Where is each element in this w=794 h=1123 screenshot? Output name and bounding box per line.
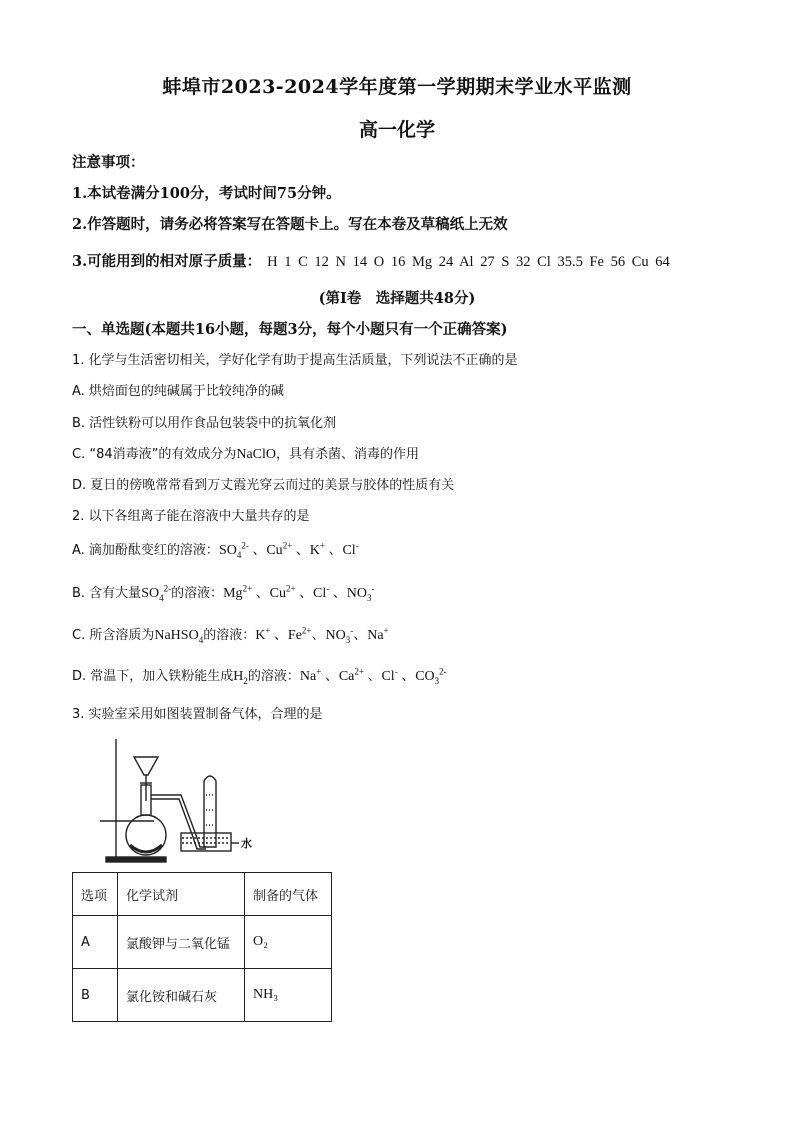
q2-stem: 2. 以下各组离子能在溶液中大量共存的是 <box>72 509 310 524</box>
note-item-1: 1.本试卷满分100分，考试时间75分钟。 <box>72 185 341 202</box>
q3-options-table <box>72 872 332 1022</box>
table-row <box>73 969 332 1022</box>
q1-option-b: B. 活性铁粉可以用作食品包装袋中的抗氧化剂 <box>72 416 337 431</box>
q1-option-c-pre: C. “84消毒液”的有效成分为 <box>72 447 237 462</box>
q1-option-c-post: ，具有杀菌、消毒的作用 <box>276 447 420 462</box>
q1-option-d: D. 夏日的傍晚常常看到万丈霞光穿云而过的美景与胶体的性质有关 <box>72 478 455 493</box>
water-label: 水 <box>241 837 252 850</box>
q2-option-b <box>72 582 375 602</box>
q2-option-c-pre: C. 所含溶质为 <box>72 628 155 643</box>
dropping-funnel <box>134 757 158 775</box>
q2-option-d-pre: D. 常温下，加入铁粉能生成 <box>72 669 234 684</box>
table-cell-reagent: 氯酸钾与二氧化锰 <box>118 916 245 969</box>
q2-option-d <box>72 665 447 685</box>
q2-option-d-ions: Na+ 、$Ca^{2+}$ 、Cl- 、$CO_3^{2-}$ <box>299 666 447 686</box>
q3-stem: 3. 实验室采用如图装置制备气体，合理的是 <box>72 707 323 722</box>
table-cell-reagent: 氯化铵和碱石灰 <box>118 969 245 1022</box>
q2-option-a-ions: $SO_4^{2-}$ 、$Cu^{2+}$ 、K+ 、Cl- <box>218 540 359 560</box>
q2-option-b-ions: $Mg^{2+}$ 、$Cu^{2+}$ 、Cl- 、$NO_3^-$ <box>223 583 375 603</box>
q2-option-c-ions: K+ 、$Fe^{2+}$、$NO_3^-$、Na+ <box>255 625 389 645</box>
q2-option-b-ion: $SO_4^{2-}$ <box>141 583 172 603</box>
delivery-tube <box>151 795 206 847</box>
table-header-gas: 制备的气体 <box>245 873 332 916</box>
q2-option-c-mid: 的溶液： <box>203 628 256 643</box>
table-cell-gas: O₂ <box>245 916 332 969</box>
q2-option-b-mid: 的溶液： <box>171 586 224 601</box>
q1-option-c-chem: NaClO <box>236 447 277 462</box>
table-cell-gas: NH₃ <box>245 969 332 1022</box>
q2-option-a <box>72 539 359 559</box>
exam-title: 蚌埠市2023-2024学年度第一学期期末学业水平监测 <box>162 76 632 98</box>
table-header-row <box>73 873 332 916</box>
q2-option-a-pre: A. 滴加酚酞变红的溶液： <box>72 543 219 558</box>
q1-stem: 1. 化学与生活密切相关，学好化学有助于提高生活质量，下列说法不正确的是 <box>72 353 518 368</box>
q2-option-c-solute: NaHSO$_4$ <box>154 628 204 645</box>
note-item-3 <box>72 250 670 271</box>
table-header-option: 选项 <box>73 873 118 916</box>
q2-option-d-gas: $H_2$ <box>233 669 248 686</box>
q2-option-d-mid: 的溶液： <box>247 669 300 684</box>
part1-heading: (第Ⅰ卷 选择题共48分) <box>318 290 476 307</box>
apparatus-diagram <box>96 735 256 865</box>
q1-option-a: A. 烘焙面包的纯碱属于比较纯净的碱 <box>72 384 284 399</box>
q2-option-b-pre: B. 含有大量 <box>72 586 142 601</box>
atomic-masses: H 1 C 12 N 14 O 16 Mg 24 Al 27 S 32 Cl 35.5 Fe 56 Cu 64 <box>267 254 670 270</box>
notes-heading: 注意事项： <box>72 154 145 171</box>
q2-option-c <box>72 624 389 644</box>
table-row <box>73 916 332 969</box>
water-trough <box>181 833 231 851</box>
collecting-tube <box>204 776 216 847</box>
note-item-3-label: 3.可能用到的相对原子质量： <box>72 253 262 270</box>
stand-base <box>106 857 166 862</box>
q1-option-c <box>72 443 419 463</box>
exam-subtitle: 高一化学 <box>358 119 435 141</box>
note-item-2: 2.作答题时，请务必将答案写在答题卡上。写在本卷及草稿纸上无效 <box>72 216 508 233</box>
table-cell-option: A <box>73 916 118 969</box>
table-cell-option: B <box>73 969 118 1022</box>
table-header-reagent: 化学试剂 <box>118 873 245 916</box>
section1-title: 一、单选题(本题共16小题，每题3分，每个小题只有一个正确答案) <box>72 321 508 338</box>
